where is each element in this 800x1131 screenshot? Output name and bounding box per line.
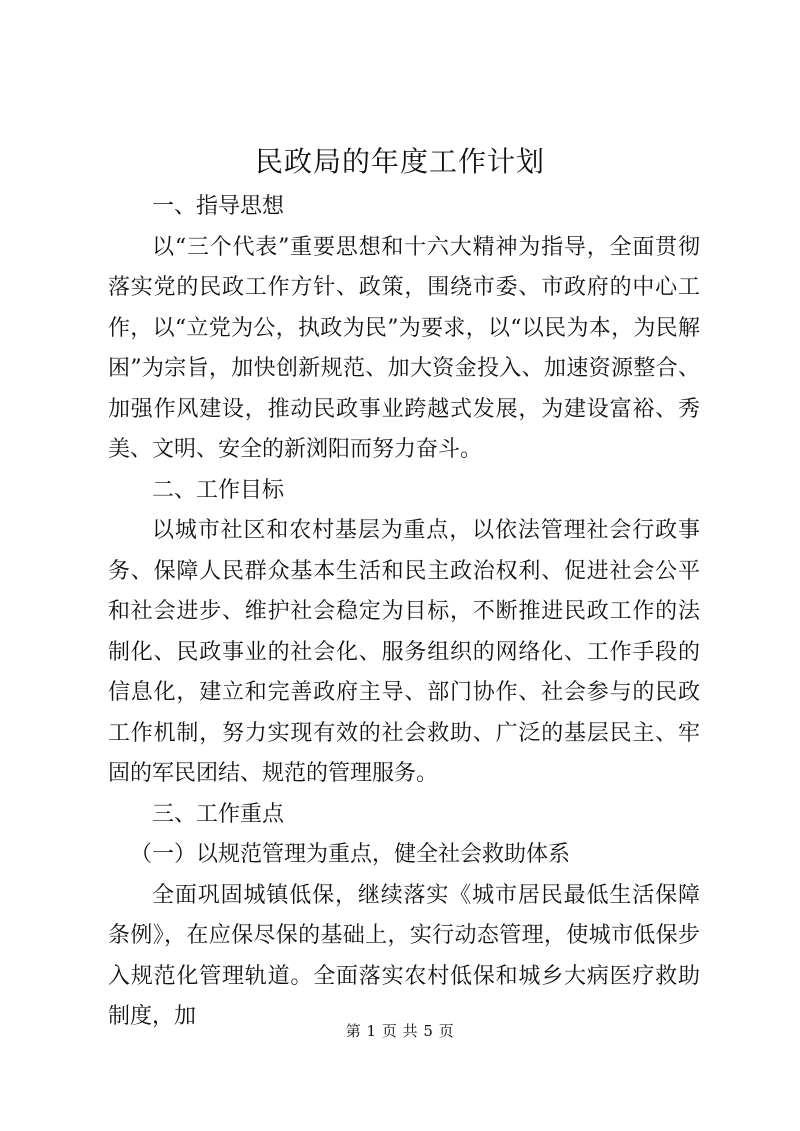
page-title: 民政局的年度工作计划 <box>254 145 545 178</box>
section-heading-guiding-thought: 一、指导思想 <box>152 194 285 219</box>
subsection-heading-social-assistance: （一）以规范管理为重点，健全社会救助体系 <box>130 842 571 867</box>
page-footer: 第 1 页 共 5 页 <box>345 1022 455 1040</box>
document-body <box>108 187 700 1038</box>
section-heading-work-focus: 三、工作重点 <box>152 801 285 827</box>
paragraph-guiding-thought: 以“三个代表”重要思想和十六大精神为指导，全面贯彻落实党的民政工作方针、政策，围绕市委、市政府的中心工作，以“立党为公，执政为民”为要求，以“以民为本，为民解困”为宗旨，加快创新规范、加大资金投入、加速资源整合、加强作风建设，推动民政事业跨越式发展，为建设富裕、秀美、文明、安全的新浏阳而努力奋斗。 <box>108 234 700 462</box>
section-heading-work-goals: 二、工作目标 <box>152 477 285 503</box>
paragraph-work-goals: 以城市社区和农村基层为重点，以依法管理社会行政事务、保障人民群众基本生活和民主政治权利、促进社会公平和社会进步、维护社会稳定为目标，不断推进民政工作的法制化、民政事业的社会化、服务组织的网络化、工作手段的信息化，建立和完善政府主导、部门协作、社会参与的民政工作机制，努力实现有效的社会救助、广泛的基层民主、牢固的军民团结、规范的管理服务。 <box>108 518 700 786</box>
paragraph-social-assistance: 全面巩固城镇低保，继续落实《城市居民最低生活保障条例》，在应保尽保的基础上，实行动态管理，使城市低保步入规范化管理轨道。全面落实农村低保和城乡大病医疗救助制度，加 <box>108 882 700 1029</box>
